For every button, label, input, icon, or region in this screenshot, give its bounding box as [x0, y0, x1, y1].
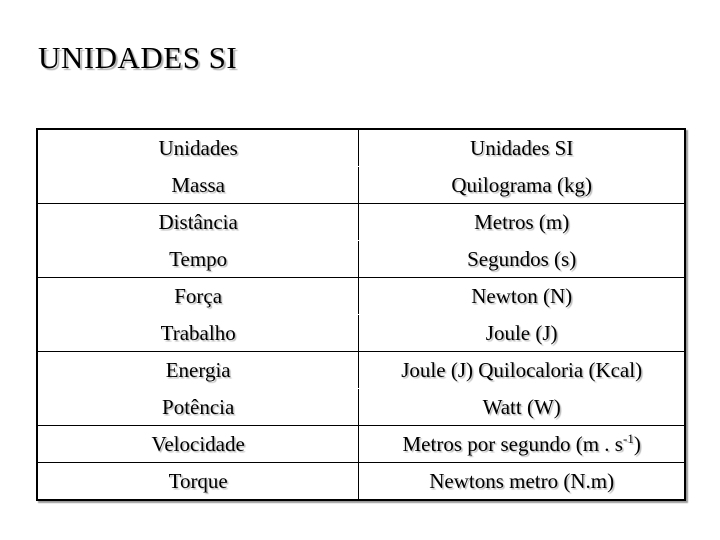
- quantity-cell: Velocidade: [37, 426, 359, 463]
- unit-cell: Newton (N): [359, 278, 685, 315]
- unit-cell: Joule (J) Quilocaloria (Kcal): [359, 352, 685, 389]
- quantity-cell: Potência: [37, 389, 359, 426]
- table-row: [37, 167, 685, 204]
- unit-cell: Quilograma (kg): [359, 167, 685, 204]
- table-row: [37, 463, 685, 501]
- unit-text: Metros por segundo (m . s: [402, 431, 623, 456]
- header-cell-unidades: Unidades: [37, 129, 359, 167]
- table-row: [37, 426, 685, 463]
- table-row: [37, 241, 685, 278]
- quantity-cell: Tempo: [37, 241, 359, 278]
- quantity-cell: Massa: [37, 167, 359, 204]
- si-units-table: [36, 128, 686, 501]
- quantity-cell: Distância: [37, 204, 359, 241]
- quantity-cell: Força: [37, 278, 359, 315]
- unit-cell: Newtons metro (N.m): [359, 463, 685, 501]
- table-row: [37, 278, 685, 315]
- table-row: [37, 315, 685, 352]
- unit-cell: Metros (m): [359, 204, 685, 241]
- quantity-cell: Torque: [37, 463, 359, 501]
- unit-cell: Watt (W): [359, 389, 685, 426]
- table-header-row: [37, 129, 685, 167]
- quantity-cell: Energia: [37, 352, 359, 389]
- table-row: [37, 352, 685, 389]
- unit-cell: Joule (J): [359, 315, 685, 352]
- unit-cell: [359, 426, 685, 463]
- unit-text-end: ): [633, 431, 641, 456]
- unit-cell: Segundos (s): [359, 241, 685, 278]
- unit-exponent: -1: [622, 430, 634, 446]
- table-row: [37, 389, 685, 426]
- table-row: [37, 204, 685, 241]
- quantity-cell: Trabalho: [37, 315, 359, 352]
- header-cell-unidades-si: Unidades SI: [359, 129, 685, 167]
- page-title: UNIDADES SI: [38, 40, 238, 75]
